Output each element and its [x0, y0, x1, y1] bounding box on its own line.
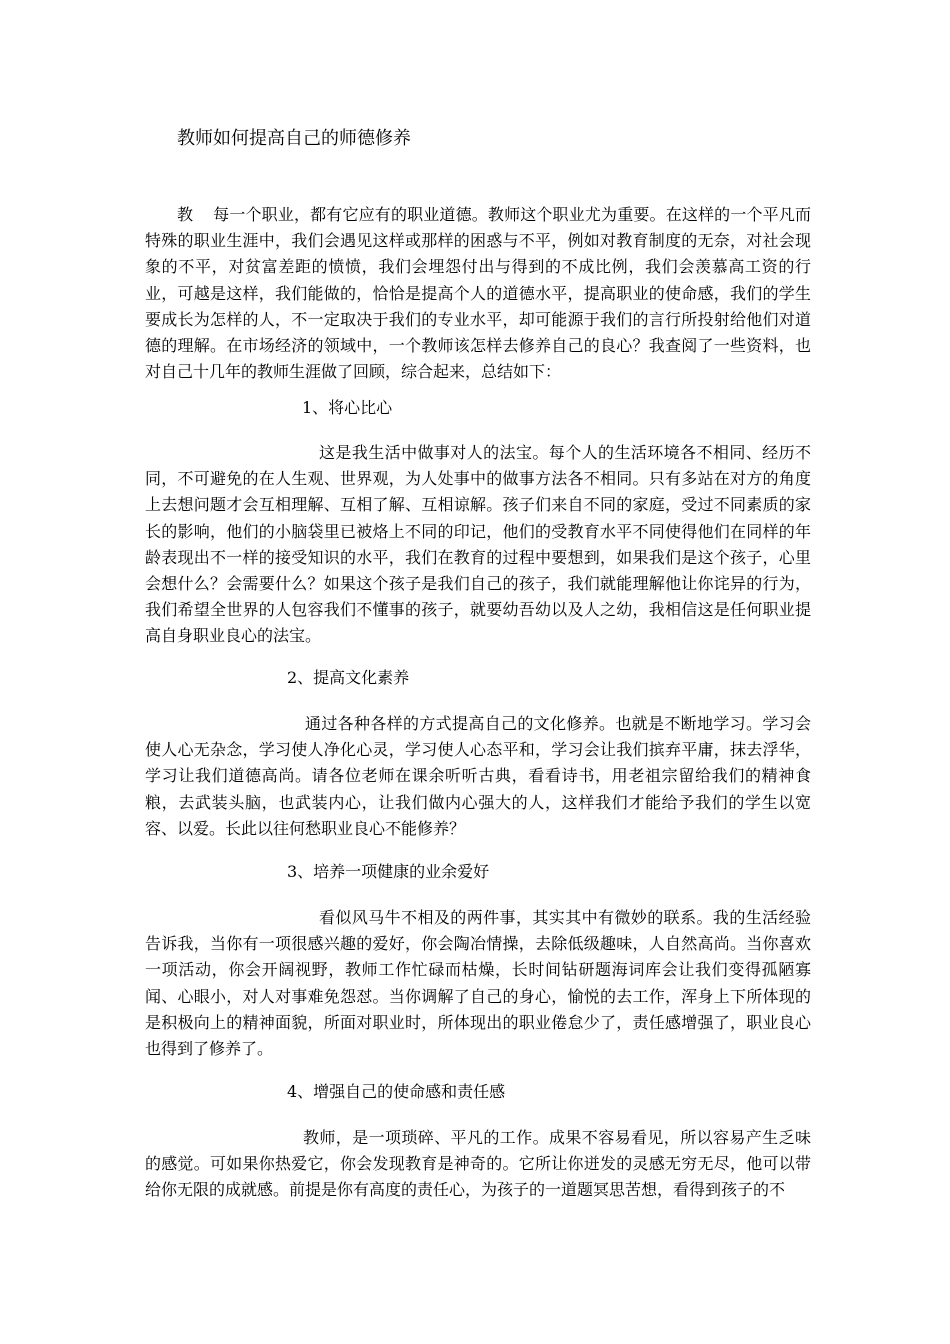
section-heading-2: 2、提高文化素养: [287, 668, 410, 687]
section-paragraph-3: 看似风马牛不相及的两件事，其实其中有微妙的联系。我的生活经验告诉我，当你有一项很感兴趣的爱好，你会陶冶情操，去除低级趣味，人自然高尚。当你喜欢一项活动，你会开阔视野，教师工作忙碌而枯燥，长时间钻研题海词库会让我们变得孤陋寡闻、心眼小，对人对事难免怨怼。当你调解了自己的身心，愉悦的去工作，浑身上下所体现的是积极向上的精神面貌，所面对职业时，所体现出的职业倦怠少了，责任感增强了，职业良心也得到了修养了。: [145, 908, 811, 1059]
section-heading-3: 3、培养一项健康的业余爱好: [287, 862, 490, 881]
section-paragraph-1: 这是我生活中做事对人的法宝。每个人的生活环境各不相同、经历不同，不可避免的在人生观、世界观，为人处事中的做事方法各不相同。只有多站在对方的角度上去想问题才会互相理解、互相了解、互相谅解。孩子们来自不同的家庭，受过不同素质的家长的影响，他们的小脑袋里已被烙上不同的印记，他们的受教育水平不同使得他们在同样的年龄表现出不一样的接受知识的水平，我们在教育的过程中要想到，如果我们是这个孩子，心里会想什么？会需要什么？如果这个孩子是我们自己的孩子，我们就能理解他让你诧异的行为，我们希望全世界的人包容我们不懂事的孩子，就要幼吾幼以及人之幼，我相信这是任何职业提高自身职业良心的法宝。: [145, 443, 811, 646]
intro-text: 每一个职业，都有它应有的职业道德。教师这个职业尤为重要。在这样的一个平凡而特殊的职业生涯中，我们会遇见这样或那样的困惑与不平，例如对教育制度的无奈，对社会现象的不平，对贫富差距的愤愤，我们会埋怨付出与得到的不成比例，我们会羡慕高工资的行业，可越是这样，我们能做的，恰恰是提高个人的道德水平，提高职业的使命感，我们的学生要成长为怎样的人，不一定取决于我们的专业水平，却可能源于我们的言行所投射给他们对道德的理解。在市场经济的领域中，一个教师该怎样去修养自己的良心？我查阅了一些资料，也对自己十几年的教师生涯做了回顾，综合起来，总结如下：: [145, 205, 811, 382]
document-title: 教师如何提高自己的师德修养: [177, 128, 411, 149]
section-paragraph-4: 教师，是一项琐碎、平凡的工作。成果不容易看见，所以容易产生乏味的感觉。可如果你热爱它，你会发现教育是神奇的。它所让你迸发的灵感无穷无尽，他可以带给你无限的成就感。前提是你有高度的责任心，为孩子的一道题冥思苦想，看得到孩子的不: [145, 1128, 811, 1200]
section-heading-1: 1、将心比心: [302, 398, 393, 417]
intro-lead-char: 教: [177, 205, 194, 224]
section-heading-4: 4、增强自己的使命感和责任感: [287, 1082, 506, 1101]
section-paragraph-2: 通过各种各样的方式提高自己的文化修养。也就是不断地学习。学习会使人心无杂念，学习使人净化心灵，学习使人心态平和，学习会让我们摈弃平庸，抹去浮华，学习让我们道德高尚。请各位老师在课余听听古典，看看诗书，用老祖宗留给我们的精神食粮，去武装头脑，也武装内心，让我们做内心强大的人，这样我们才能给予我们的学生以宽容、以爱。长此以往何愁职业良心不能修养？: [145, 714, 811, 838]
intro-paragraph: [145, 202, 811, 385]
